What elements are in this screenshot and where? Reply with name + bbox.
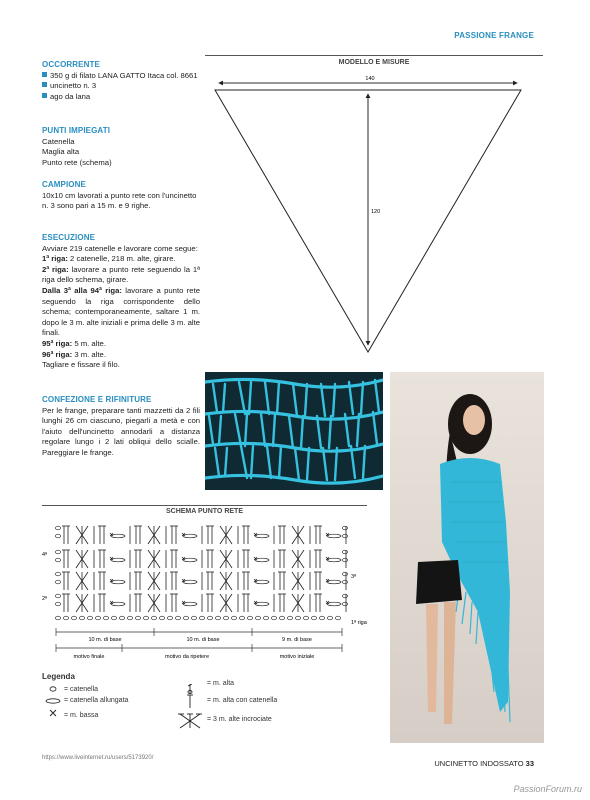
esecuzione-title: ESECUZIONE — [42, 233, 96, 242]
bullet-square-icon — [42, 72, 47, 77]
schema-title: SCHEMA PUNTO RETE — [165, 508, 243, 515]
punti-item: Maglia alta — [42, 147, 80, 157]
bullet-square-icon — [42, 82, 47, 87]
chain-stitch-icon — [152, 616, 157, 620]
chain-stitch-icon — [80, 616, 85, 620]
base-label: 10 m. di base — [186, 637, 220, 643]
long-chain-stitch-icon — [255, 580, 269, 584]
chain-stitch-icon — [248, 616, 253, 620]
chain-stitch-icon — [56, 594, 61, 598]
long-chain-stitch-icon — [111, 534, 125, 538]
legend-item: = m. bassa — [64, 712, 99, 719]
chain-stitch-icon — [184, 616, 189, 620]
chain-stitch-icon — [88, 616, 93, 620]
chain-stitch-icon — [343, 558, 348, 562]
header-rule — [205, 55, 543, 56]
chain-stitch-icon — [144, 616, 149, 620]
chain-stitch-icon — [112, 616, 117, 620]
chain-stitch-icon — [320, 616, 325, 620]
confezione-title: CONFEZIONE E RIFINITURE — [42, 395, 152, 404]
motif-label: motivo finale — [73, 654, 105, 660]
legend-item: = m. alta — [207, 680, 235, 687]
chain-stitch-icon — [343, 580, 348, 584]
legend-title: Legenda — [42, 672, 75, 681]
motif-label: motivo da ripetere — [164, 654, 210, 660]
source-url: https://www.liveinternet.ru/users/5173920/ — [42, 755, 154, 761]
magazine-name: UNCINETTO INDOSSATO — [434, 759, 524, 768]
occorrente-item: 350 g di filato LANA GATTO Itaca col. 8661 — [42, 71, 200, 82]
shawl-diagram — [205, 70, 543, 355]
punti-block — [42, 126, 200, 168]
chain-stitch-icon — [160, 616, 165, 620]
esecuzione-intro: Avviare 219 catenelle e lavorare come segue: — [42, 243, 198, 253]
chain-stitch-icon — [343, 526, 348, 530]
long-chain-stitch-icon — [255, 602, 269, 606]
chain-stitch-icon — [304, 616, 309, 620]
chain-stitch-icon — [272, 616, 277, 620]
chain-stitch-icon — [56, 616, 61, 620]
chain-stitch-icon — [56, 534, 61, 538]
chain-stitch-icon — [64, 616, 69, 620]
long-chain-stitch-icon — [111, 602, 125, 606]
row-label-2: 2ª — [42, 596, 48, 602]
long-chain-stitch-icon — [183, 558, 197, 562]
long-chain-stitch-icon — [327, 602, 341, 606]
model-wearing-shawl-photo — [390, 372, 544, 743]
watermark: PassionForum.ru — [513, 784, 582, 794]
long-chain-stitch-icon — [111, 558, 125, 562]
chain-stitch-icon — [56, 602, 61, 606]
page-number: 33 — [525, 759, 534, 768]
esecuzione-outro: Tagliare e fissare il filo. — [42, 360, 120, 370]
chain-stitch-icon — [56, 580, 61, 584]
single-crochet-symbol-icon — [50, 710, 56, 716]
chain-stitch-icon — [216, 616, 221, 620]
long-chain-stitch-icon — [255, 558, 269, 562]
confezione-text: Per le frange, preparare tanti mazzetti da 2 fili lunghi 26 cm ciascuno, piegarli a metà e con l'aiuto dell'uncinetto annodarli a distanza regolare lungo i 2 lati obliqui dello scialle. Pareggiare le frange. — [42, 405, 200, 457]
long-chain-stitch-icon — [183, 534, 197, 538]
chain-stitch-icon — [176, 616, 181, 620]
long-chain-symbol-icon — [46, 699, 60, 703]
chain-stitch-icon — [312, 616, 317, 620]
occorrente-block — [42, 60, 200, 102]
section-header: PASSIONE FRANGE — [454, 31, 534, 40]
occorrente-item: ago da lana — [42, 92, 200, 103]
bullet-square-icon — [42, 93, 47, 98]
campione-block — [42, 180, 200, 212]
crossed-double-crochet-symbol-icon — [178, 714, 202, 728]
schema-rule — [42, 505, 367, 506]
stitch-chart — [42, 520, 378, 660]
long-chain-stitch-icon — [111, 580, 125, 584]
punti-item: Punto rete (schema) — [42, 157, 112, 167]
chain-stitch-icon — [208, 616, 213, 620]
chain-stitch-icon — [280, 616, 285, 620]
chain-stitch-icon — [200, 616, 205, 620]
punti-item: Catenella — [42, 136, 75, 146]
chain-stitch-icon — [343, 602, 348, 606]
row-label-3: 3ª — [351, 574, 357, 580]
long-chain-stitch-icon — [255, 534, 269, 538]
chain-stitch-icon — [264, 616, 269, 620]
chain-stitch-icon — [56, 558, 61, 562]
esecuzione-block — [42, 233, 200, 371]
page-footer — [434, 759, 534, 768]
chain-stitch-icon — [288, 616, 293, 620]
occorrente-title: OCCORRENTE — [42, 60, 100, 69]
long-chain-stitch-icon — [183, 602, 197, 606]
chain-stitch-icon — [128, 616, 133, 620]
legend-item: = m. alta con catenella — [207, 697, 278, 704]
chain-stitch-icon — [343, 594, 348, 598]
campione-title: CAMPIONE — [42, 180, 86, 189]
chain-stitch-icon — [104, 616, 109, 620]
chain-stitch-icon — [296, 616, 301, 620]
long-chain-stitch-icon — [327, 534, 341, 538]
long-chain-stitch-icon — [183, 580, 197, 584]
legend-item: = 3 m. alte incrociate — [207, 716, 272, 723]
stitch-closeup-photo — [205, 372, 383, 490]
campione-text: 10x10 cm lavorati a punto rete con l'uncinetto n. 3 sono pari a 15 m. e 9 righe. — [42, 190, 197, 211]
chain-stitch-icon — [336, 616, 341, 620]
long-chain-stitch-icon — [327, 580, 341, 584]
chain-stitch-icon — [72, 616, 77, 620]
esecuzione-step: 96ª riga: 3 m. alte. — [42, 349, 106, 359]
chain-stitch-icon — [168, 616, 173, 620]
occorrente-item: uncinetto n. 3 — [42, 81, 200, 92]
chain-stitch-icon — [343, 572, 348, 576]
row-label-4: 4ª — [42, 552, 48, 558]
chain-stitch-icon — [120, 616, 125, 620]
chain-stitch-icon — [224, 616, 229, 620]
long-chain-stitch-icon — [327, 558, 341, 562]
chain-stitch-icon — [56, 550, 61, 554]
chain-stitch-icon — [240, 616, 245, 620]
chain-stitch-icon — [343, 534, 348, 538]
esecuzione-step: Dalla 3ª alla 94ª riga: lavorare a punto rete seguendo la riga corrispondente dello schema; contemporaneamente, saltare 1 m. dopo le 3 m. alte iniziali e prima delle 3 m. alte finali. — [42, 285, 200, 338]
modello-title: MODELLO E MISURE — [338, 59, 410, 66]
height-label: 120 — [371, 209, 381, 215]
punti-title: PUNTI IMPIEGATI — [42, 126, 111, 135]
esecuzione-step: 1ª riga: 2 catenelle, 218 m. alte, girare. — [42, 254, 176, 264]
chain-stitch-icon — [328, 616, 333, 620]
legend-item: = catenella — [64, 686, 99, 693]
base-label: 10 m. di base — [88, 637, 122, 643]
motif-label: motivo iniziale — [279, 654, 315, 660]
row-label-1: 1ª riga — [351, 620, 367, 626]
chain-stitch-icon — [96, 616, 101, 620]
confezione-block — [42, 395, 200, 459]
chain-stitch-icon — [256, 616, 261, 620]
base-label: 9 m. di base — [282, 637, 312, 643]
legend-item: = catenella allungata — [64, 697, 129, 704]
chain-stitch-icon — [56, 526, 61, 530]
esecuzione-step: 95ª riga: 5 m. alte. — [42, 338, 106, 348]
chain-symbol-icon — [50, 687, 56, 691]
chain-stitch-icon — [343, 550, 348, 554]
chain-stitch-icon — [192, 616, 197, 620]
chain-stitch-icon — [136, 616, 141, 620]
width-label: 140 — [365, 76, 375, 82]
esecuzione-step: 2ª riga: lavorare a punto rete seguendo la 1ª riga dello schema, girare. — [42, 264, 200, 285]
chain-stitch-icon — [56, 572, 61, 576]
chain-stitch-icon — [232, 616, 237, 620]
